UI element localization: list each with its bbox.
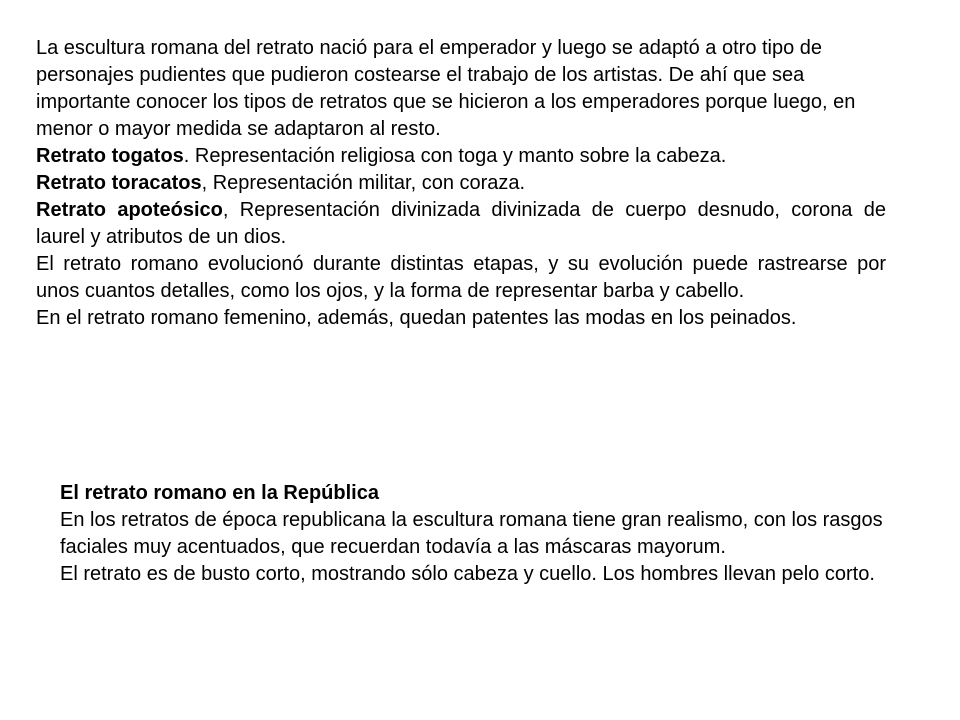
toracatos-term: Retrato toracatos bbox=[36, 172, 202, 194]
female-portrait-paragraph: En el retrato romano femenino, además, quedan patentes las modas en los peinados. bbox=[36, 307, 797, 329]
togatos-term: Retrato togatos bbox=[36, 145, 184, 167]
toracatos-paragraph bbox=[36, 170, 886, 197]
republic-heading-text: El retrato romano en la República bbox=[60, 482, 379, 504]
toracatos-description: , Representación militar, con coraza. bbox=[201, 172, 526, 194]
togatos-paragraph bbox=[36, 143, 886, 170]
intro-text-block bbox=[36, 35, 886, 332]
republic-text-block bbox=[60, 480, 920, 588]
republic-heading bbox=[60, 480, 920, 507]
togatos-description: . Representación religiosa con toga y manto sobre la cabeza. bbox=[183, 145, 727, 167]
republic-bust-paragraph: El retrato es de busto corto, mostrando sólo cabeza y cuello. Los hombres llevan pelo corto. bbox=[60, 563, 875, 585]
republic-realism-paragraph: En los retratos de época republicana la escultura romana tiene gran realismo, con los rasgos faciales muy acentuados, que recuerdan todavía a las máscaras mayorum. bbox=[60, 509, 883, 558]
evolution-paragraph: El retrato romano evolucionó durante distintas etapas, y su evolución puede rastrearse por unos cuantos detalles, como los ojos, y la forma de representar barba y cabello. bbox=[36, 253, 886, 302]
apoteosico-term: Retrato apoteósico bbox=[36, 199, 223, 221]
apoteosico-paragraph bbox=[36, 197, 886, 251]
apoteosico-description: , Representación divinizada divinizada de cuerpo desnudo, corona de laurel y atributos de un dios. bbox=[36, 199, 886, 248]
intro-paragraph: La escultura romana del retrato nació para el emperador y luego se adaptó a otro tipo de personajes pudientes que pudieron costearse el trabajo de los artistas. De ahí que sea importante conocer los tipos de retratos que se hicieron a los emperadores porque luego, en menor o mayor medida se adaptaron al resto. bbox=[36, 37, 856, 140]
